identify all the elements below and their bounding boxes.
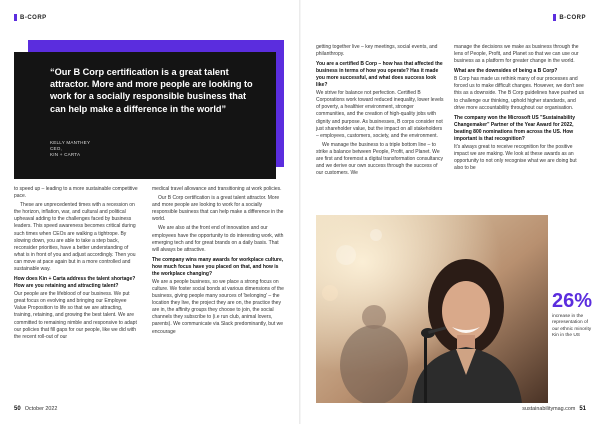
quote-author-name: KELLY MANTHEY [50,140,91,145]
quote-attribution [50,140,90,159]
website-url: sustainabilitymag.com [522,406,576,412]
speaker-photo-illustration [316,215,548,403]
section-label-right [553,14,586,21]
section-label-left [14,14,47,21]
paragraph: getting together live – key meetings, social events, and philanthropy. [316,44,438,58]
paragraph: B Corp has made us rethink many of our processes and forced us to make difficult changes. However, we don't see this as a downside. The B Corp guidelines have pushed us to challenge our thinking, uphold higher standards, and drive more accountability throughout our organisation. [454,76,584,111]
quote-author-title: CEO, [50,146,63,152]
paragraph: Our B Corp certification is a great talent attractor. More and more people are looking to work for a socially responsible business that can help make a difference in the world. [152,195,284,223]
paragraph: We strive for balance not perfection. Certified B Corporations work toward reduced inequality, lower levels of poverty, a healthier environment, stronger communities, and the creation of high-quality jobs with dignity and purpose. As businesses, B corps consider not just shareholder value, but the impact on all stakeholders – employees, customers, society, and the environment. [316,90,444,139]
section-marker-icon [553,14,556,21]
question-heading: The company won the Microsoft US "Sustainability Changemaker" Partner of the Year Award for 2022, beating 800 nominations from across the US. How important is that recognition? [454,114,575,142]
section-label-text: B-CORP [20,14,47,21]
paragraph: We are also at the front end of innovation and our employees have the opportunity to do interesting work, with emerging tech and for great brands on a daily basis. That will always be attractive. [152,225,284,253]
paragraph: Our people are the lifeblood of our business. We put great focus on evolving and bringing our Employee Value Proposition to life so that we are attracting, training, retaining, and growing the best talent. We are committed to remaining nimble and responsive to adapt our policies that fill gaps for our people, like we did with the recent roll-out of our [14,291,137,340]
paragraph: We are a people business, so we place a strong focus on culture. We foster social bonds at various dimensions of the business, giving people many sources of 'belonging' – the location they live, the project they are on, the practice they are in, the affinity groups they choose to join, the social channels they subscribe to (i.e run club, animal lovers, parents). We communicate via Slack predominantly, but we encourage [152,278,284,335]
issue-date: October 2022 [24,406,58,412]
section-label-text: B-CORP [559,14,586,21]
pull-quote [14,52,276,179]
question-heading: What are the downsides of being a B Corp? [454,68,558,75]
pull-quote-text: “Our B Corp certification is a great talent attractor. More and more people are looking to work for a socially responsible business that can help make a difference in the world” [50,67,253,114]
right-column-2 [454,44,586,174]
paragraph: to speed up – leading to a more sustainable competitive pace. [14,186,138,200]
quote-author-company: KIN + CARTA [50,152,81,158]
right-page [300,0,600,424]
paragraph: We manage the business to a triple bottom line – to strike a balance between People, Profit, and Planet. We are first and foremost a digital transformation consultancy and we derive our own success through the success of our customers. We [316,141,444,177]
page-number: 51 [579,406,586,412]
speaker-photo [316,215,548,403]
stat-description: increase in the representation of our ethnic minority Kin in the US [552,314,592,339]
stat-value: 26% [552,290,593,312]
stat-callout [552,290,596,340]
left-column-2 [152,186,284,338]
left-column-1 [14,186,140,343]
page-number: 50 [14,406,21,412]
right-folio [522,406,586,412]
question-heading: How does Kin + Carta address the talent shortage? How are you retaining and attracting talent? [14,276,136,290]
paragraph: medical travel allowance and transitioning at work policies. [152,186,282,192]
paragraph: These are unprecedented times with a recession on the horizon, inflation, war, and cultural and political upheaval adding to the challenges faced by business leaders. This speed awareness becomes critical during such times when CEOs are walking a tightrope. By slowing down, you are able to take a step back, reconsider priorities, have a better understanding of what is in front of you and adjust accordingly. Then you can move at pace again but in a more controlled and sustainable way. [14,202,136,273]
paragraph: It's always great to receive recognition for the positive impact we are making. We look at these awards as an opportunity to not only recognise what we are doing but also to be [454,143,577,172]
question-heading: You are a certified B Corp – how has that affected the business in terms of how you operate? Has it made you more successful, and what does success look like? [316,61,443,89]
paragraph: manage the decisions we make as business through the lens of People, Profit, and Planet so that we can use our business as a platform for greater change in the world. [454,44,579,65]
section-marker-icon [14,14,17,21]
left-folio [14,406,57,412]
right-column-1 [316,44,444,179]
question-heading: The company wins many awards for workplace culture, how much focus have you placed on that, and how is the workplace changing? [152,256,284,277]
